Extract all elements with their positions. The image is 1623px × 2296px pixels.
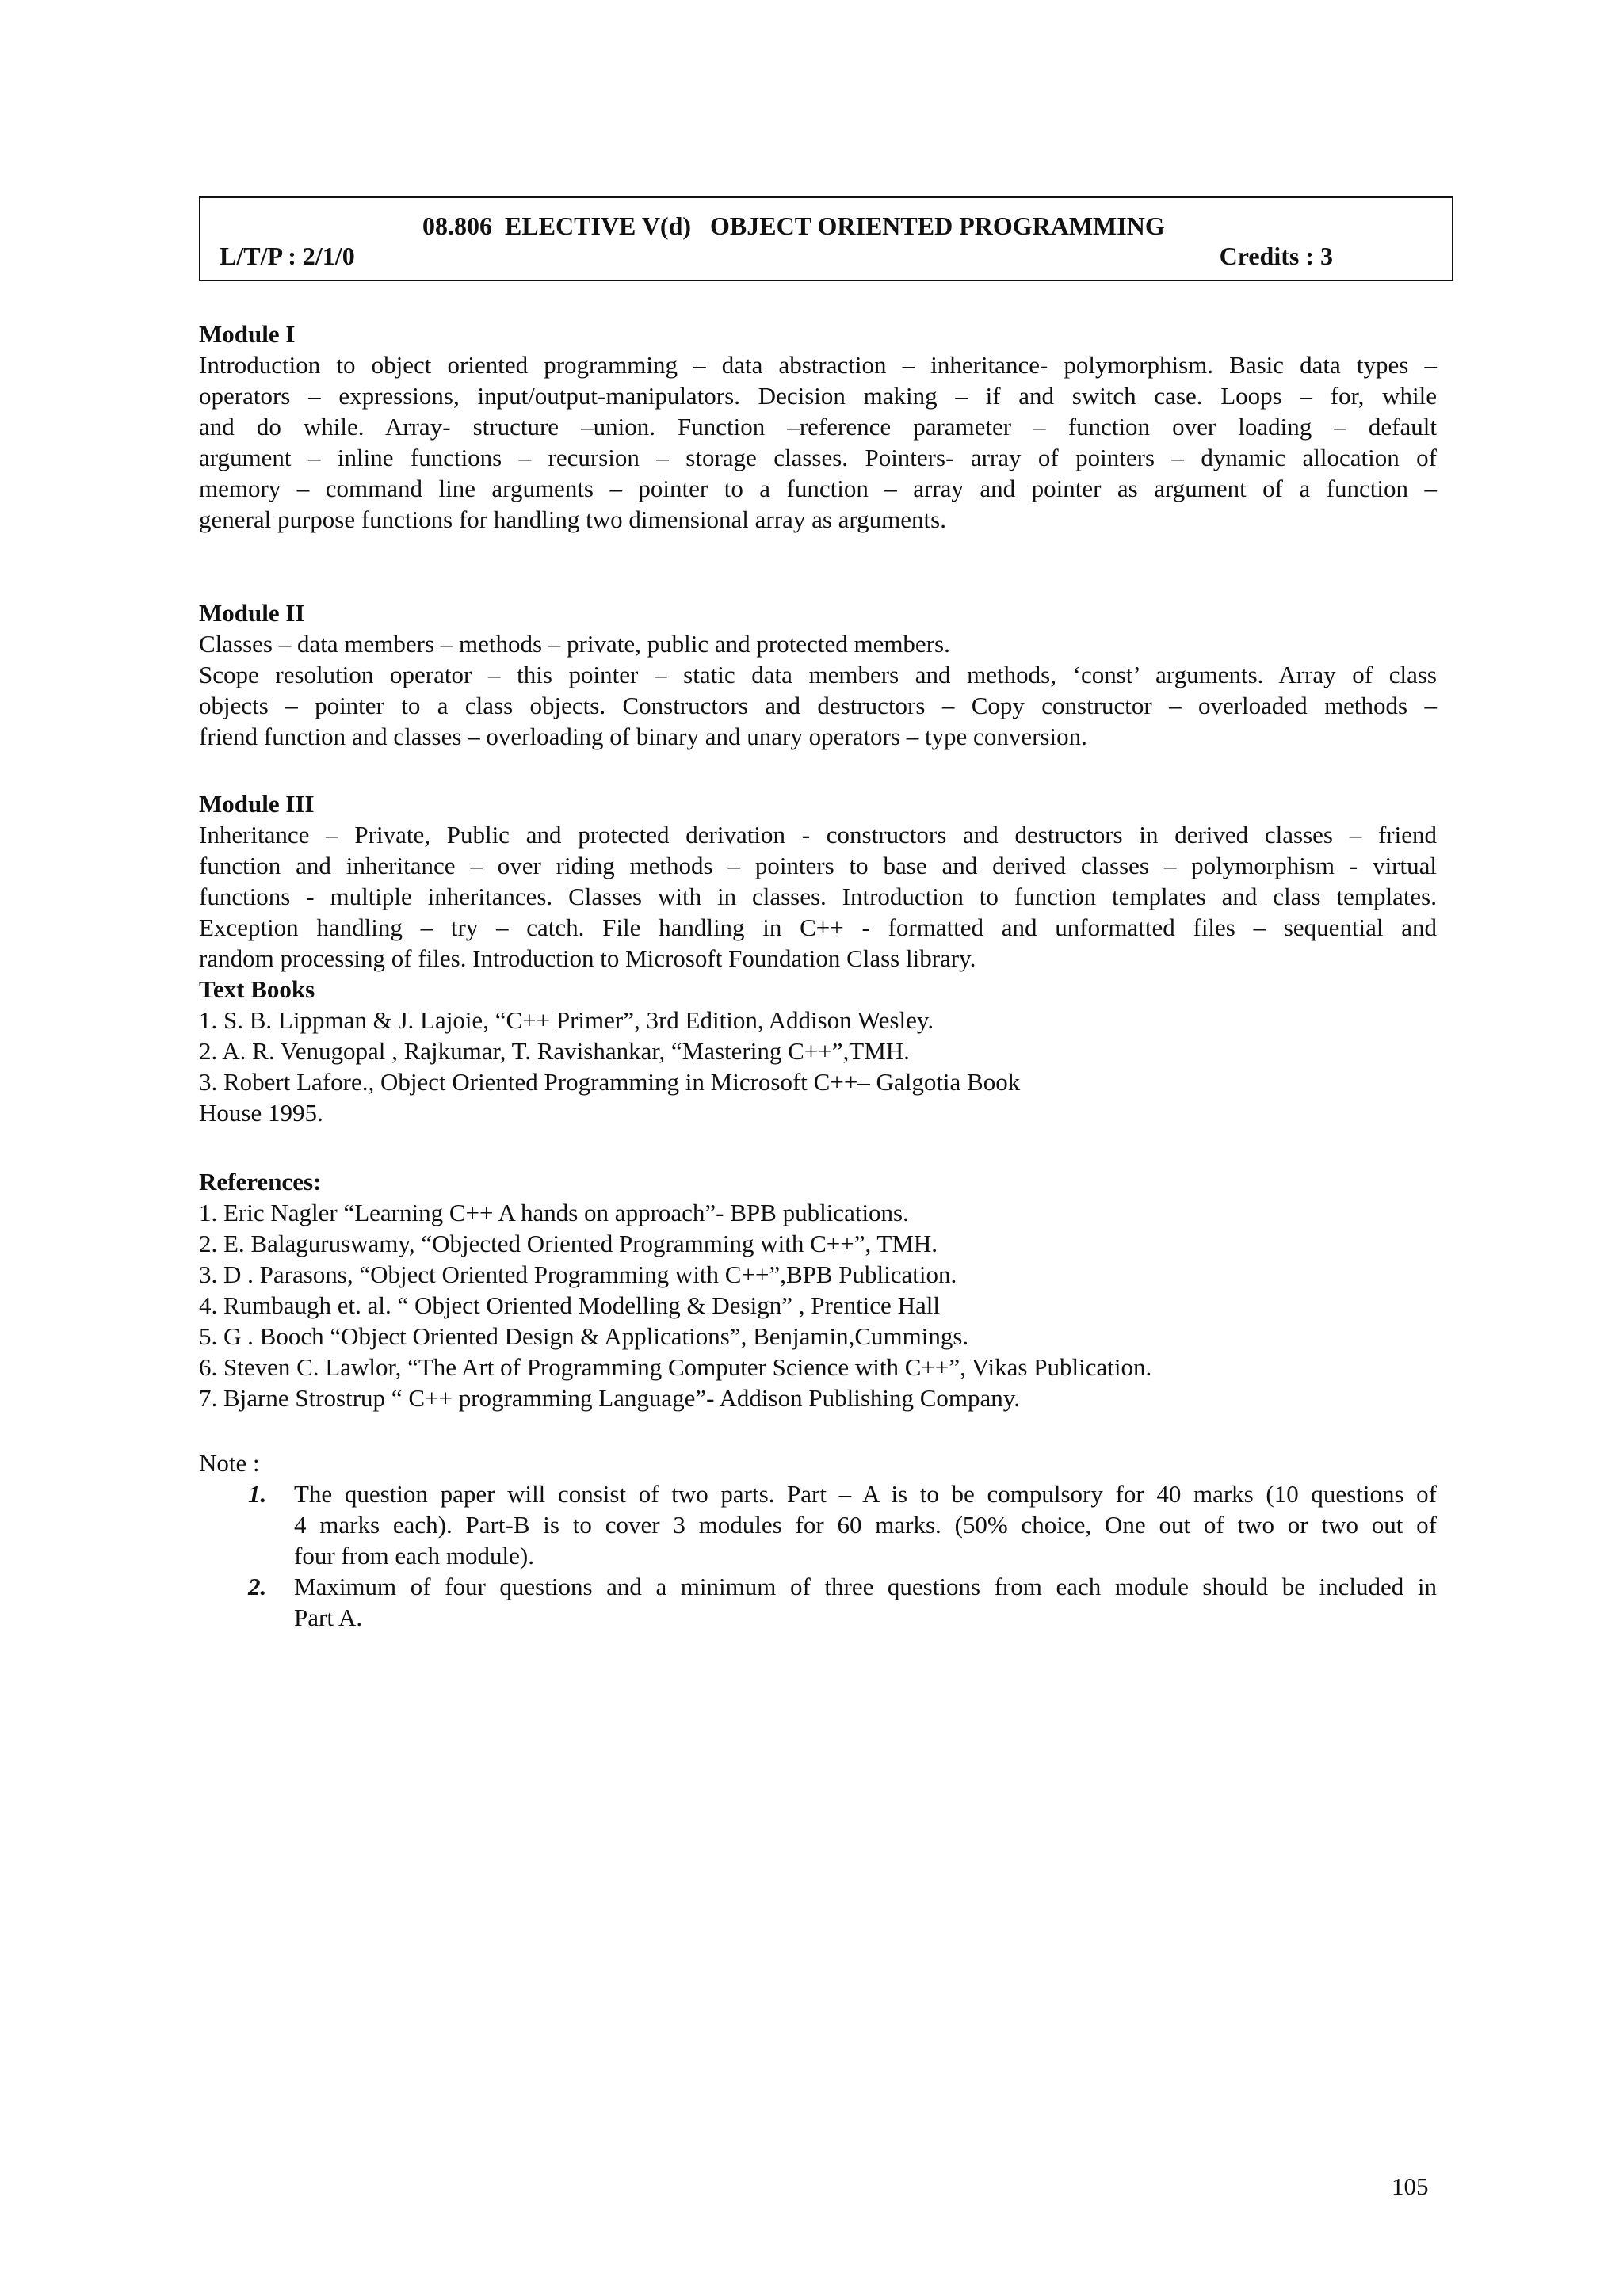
module-3-line: Inheritance – Private, Public and protected derivation - constructors and destructors in derived classes – friend (199, 821, 1437, 849)
reference-item: 7. Bjarne Strostrup “ C++ programming Language”- Addison Publishing Company. (199, 1384, 1021, 1412)
text-book-item: 2. A. R. Venugopal , Rajkumar, T. Ravishankar, “Mastering C++”,TMH. (199, 1037, 910, 1065)
module-3-line: function and inheritance – over riding methods – pointers to base and derived classes – polymorphism - virtual (199, 852, 1437, 879)
module-1-line: operators – expressions, input/output-manipulators. Decision making – if and switch case. Loops – for, while (199, 382, 1437, 410)
module-2-heading: Module II (199, 599, 305, 627)
module-1-line: general purpose functions for handling two dimensional array as arguments. (199, 505, 946, 533)
module-1-section (199, 318, 1437, 535)
references-section (199, 1166, 1437, 1413)
module-3-heading: Module III (199, 790, 315, 818)
note-item (199, 1478, 1437, 1571)
text-book-item: 3. Robert Lafore., Object Oriented Programming in Microsoft C++– Galgotia Book (199, 1068, 1021, 1096)
module-1-heading: Module I (199, 320, 296, 348)
reference-item: 6. Steven C. Lawlor, “The Art of Programming Computer Science with C++”, Vikas Publication. (199, 1353, 1152, 1381)
text-book-item: 1. S. B. Lippman & J. Lajoie, “C++ Primer”, 3rd Edition, Addison Wesley. (199, 1006, 934, 1034)
note-line: The question paper will consist of two parts. Part – A is to be compulsory for 40 marks (10 questions of (294, 1480, 1437, 1508)
note-section (199, 1447, 1437, 1633)
text-book-item: House 1995. (199, 1099, 323, 1127)
module-2-line: Scope resolution operator – this pointer – static data members and methods, ‘const’ arguments. Array of class (199, 661, 1437, 688)
module-3-line: functions - multiple inheritances. Classes with in classes. Introduction to function templates and class templates. (199, 883, 1437, 910)
note-line: Maximum of four questions and a minimum of three questions from each module should be included in (294, 1573, 1437, 1600)
module-3-line: random processing of files. Introduction to Microsoft Foundation Class library. (199, 944, 976, 972)
reference-item: 3. D . Parasons, “Object Oriented Programming with C++”,BPB Publication. (199, 1261, 957, 1288)
module-2-section (199, 597, 1437, 752)
module-2-line: Classes – data members – methods – private, public and protected members. (199, 630, 950, 658)
module-1-line: memory – command line arguments – pointer to a function – array and pointer as argument of a function – (199, 475, 1437, 502)
reference-item: 2. E. Balaguruswamy, “Objected Oriented Programming with C++”, TMH. (199, 1230, 938, 1257)
module-3-section (199, 788, 1437, 1128)
reference-item: 4. Rumbaugh et. al. “ Object Oriented Modelling & Design” , Prentice Hall (199, 1291, 940, 1319)
ltp-label: L/T/P : 2/1/0 (220, 242, 355, 270)
module-1-line: argument – inline functions – recursion – storage classes. Pointers- array of pointers – dynamic allocation of (199, 444, 1437, 471)
text-books-heading: Text Books (199, 975, 315, 1003)
module-2-line: objects – pointer to a class objects. Constructors and destructors – Copy constructor – overloaded methods – (199, 692, 1437, 719)
note-number: 1. (248, 1480, 267, 1508)
reference-item: 1. Eric Nagler “Learning C++ A hands on approach”- BPB publications. (199, 1199, 909, 1226)
note-item (199, 1571, 1437, 1633)
note-line: 4 marks each). Part-B is to cover 3 modules for 60 marks. (50% choice, One out of two or two out of (294, 1511, 1437, 1539)
note-line: four from each module). (294, 1542, 534, 1569)
note-label: Note : (199, 1449, 260, 1477)
module-2-line: friend function and classes – overloading of binary and unary operators – type conversion. (199, 723, 1087, 750)
credits-label: Credits : 3 (1219, 242, 1333, 270)
note-number: 2. (248, 1573, 267, 1600)
note-line: Part A. (294, 1604, 363, 1631)
references-heading: References: (199, 1168, 322, 1196)
course-header-box (199, 196, 1453, 281)
module-1-line: Introduction to object oriented programming – data abstraction – inheritance- polymorphism. Basic data types – (199, 351, 1437, 379)
page-number: 105 (1392, 2172, 1429, 2200)
module-3-line: Exception handling – try – catch. File handling in C++ - formatted and unformatted files – sequential and (199, 913, 1437, 941)
reference-item: 5. G . Booch “Object Oriented Design & Applications”, Benjamin,Cummings. (199, 1322, 969, 1350)
module-1-line: and do while. Array- structure –union. Function –reference parameter – function over loading – default (199, 413, 1437, 441)
course-title: 08.806 ELECTIVE V(d) OBJECT ORIENTED PROGRAMMING (422, 212, 1165, 240)
